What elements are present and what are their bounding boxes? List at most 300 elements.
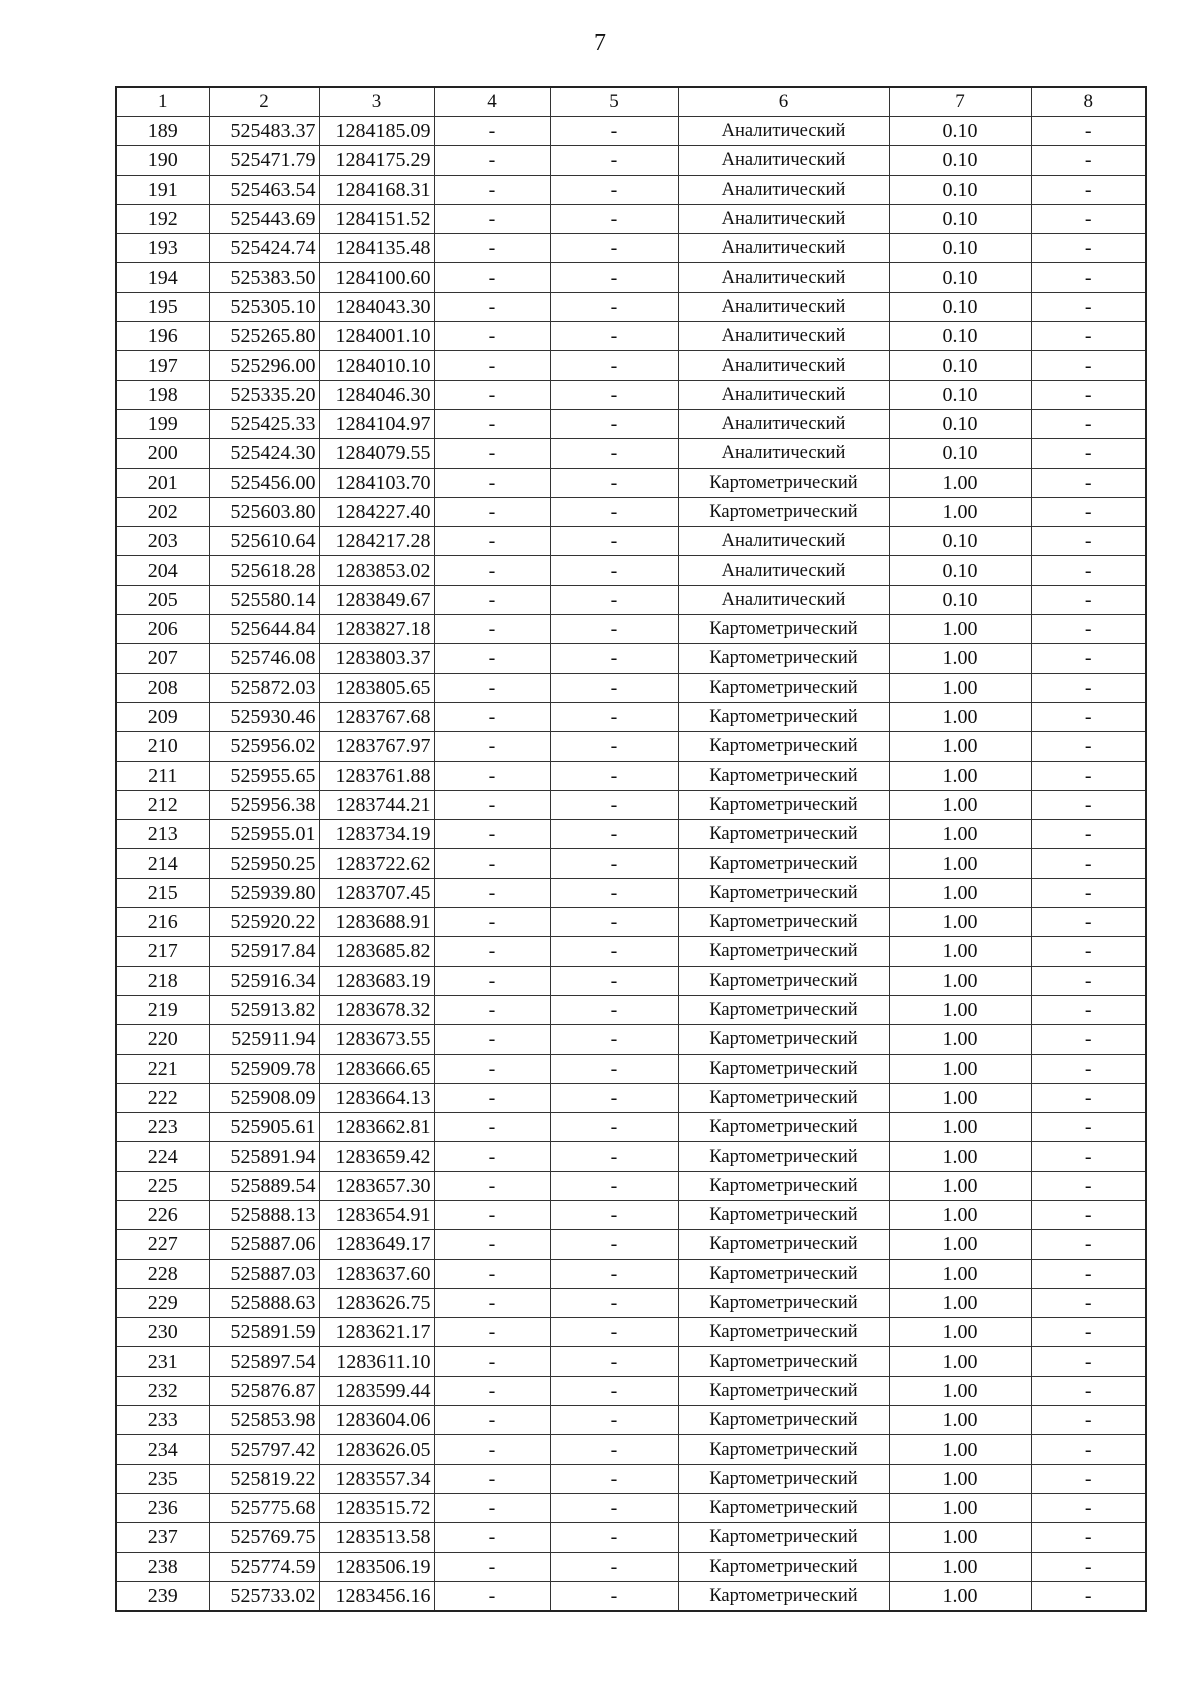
- col5-cell: -: [550, 351, 678, 380]
- method-cell: Картометрический: [678, 732, 889, 761]
- table-row: [116, 409, 1146, 438]
- col4-cell: -: [434, 878, 550, 907]
- x-coordinate-cell: 525917.84: [209, 937, 319, 966]
- table-row: [116, 1083, 1146, 1112]
- col8-cell: -: [1031, 1083, 1146, 1112]
- y-coordinate-cell: 1283688.91: [319, 908, 434, 937]
- col8-cell: -: [1031, 702, 1146, 731]
- point-number-cell: 227: [116, 1230, 209, 1259]
- accuracy-cell: 0.10: [889, 322, 1031, 351]
- col5-cell: -: [550, 1376, 678, 1405]
- point-number-cell: 199: [116, 409, 209, 438]
- col5-cell: -: [550, 1113, 678, 1142]
- accuracy-cell: 1.00: [889, 1376, 1031, 1405]
- accuracy-cell: 1.00: [889, 937, 1031, 966]
- accuracy-cell: 1.00: [889, 1025, 1031, 1054]
- col5-cell: -: [550, 409, 678, 438]
- table-row: [116, 527, 1146, 556]
- col5-cell: -: [550, 527, 678, 556]
- accuracy-cell: 1.00: [889, 1493, 1031, 1522]
- col4-cell: -: [434, 1347, 550, 1376]
- col5-cell: -: [550, 497, 678, 526]
- y-coordinate-cell: 1284103.70: [319, 468, 434, 497]
- col4-cell: -: [434, 1581, 550, 1611]
- y-coordinate-cell: 1283666.65: [319, 1054, 434, 1083]
- col8-cell: -: [1031, 1318, 1146, 1347]
- col5-cell: -: [550, 937, 678, 966]
- point-number-cell: 218: [116, 966, 209, 995]
- method-cell: Картометрический: [678, 1259, 889, 1288]
- col4-cell: -: [434, 1288, 550, 1317]
- y-coordinate-cell: 1283599.44: [319, 1376, 434, 1405]
- point-number-cell: 236: [116, 1493, 209, 1522]
- x-coordinate-cell: 525603.80: [209, 497, 319, 526]
- method-cell: Аналитический: [678, 351, 889, 380]
- point-number-cell: 192: [116, 204, 209, 233]
- col4-cell: -: [434, 556, 550, 585]
- col8-cell: -: [1031, 761, 1146, 790]
- y-coordinate-cell: 1284135.48: [319, 234, 434, 263]
- y-coordinate-cell: 1284104.97: [319, 409, 434, 438]
- col8-cell: -: [1031, 937, 1146, 966]
- table-row: [116, 878, 1146, 907]
- method-cell: Картометрический: [678, 468, 889, 497]
- col4-cell: -: [434, 1142, 550, 1171]
- col4-cell: -: [434, 702, 550, 731]
- table-header-row: [116, 87, 1146, 117]
- col8-cell: -: [1031, 1493, 1146, 1522]
- table-row: [116, 995, 1146, 1024]
- x-coordinate-cell: 525891.59: [209, 1318, 319, 1347]
- table-row: [116, 615, 1146, 644]
- col5-cell: -: [550, 263, 678, 292]
- table-row: [116, 849, 1146, 878]
- table-row: [116, 234, 1146, 263]
- x-coordinate-cell: 525920.22: [209, 908, 319, 937]
- method-cell: Картометрический: [678, 1083, 889, 1112]
- point-number-cell: 212: [116, 790, 209, 819]
- y-coordinate-cell: 1283767.97: [319, 732, 434, 761]
- method-cell: Картометрический: [678, 615, 889, 644]
- y-coordinate-cell: 1283659.42: [319, 1142, 434, 1171]
- col8-cell: -: [1031, 615, 1146, 644]
- method-cell: Аналитический: [678, 234, 889, 263]
- column-header: 8: [1031, 87, 1146, 117]
- y-coordinate-cell: 1283722.62: [319, 849, 434, 878]
- x-coordinate-cell: 525916.34: [209, 966, 319, 995]
- col5-cell: -: [550, 1318, 678, 1347]
- point-number-cell: 200: [116, 439, 209, 468]
- col5-cell: -: [550, 146, 678, 175]
- x-coordinate-cell: 525265.80: [209, 322, 319, 351]
- x-coordinate-cell: 525908.09: [209, 1083, 319, 1112]
- point-number-cell: 206: [116, 615, 209, 644]
- col8-cell: -: [1031, 790, 1146, 819]
- accuracy-cell: 1.00: [889, 966, 1031, 995]
- point-number-cell: 202: [116, 497, 209, 526]
- col4-cell: -: [434, 790, 550, 819]
- col5-cell: -: [550, 615, 678, 644]
- col5-cell: -: [550, 1025, 678, 1054]
- accuracy-cell: 1.00: [889, 1083, 1031, 1112]
- col4-cell: -: [434, 1318, 550, 1347]
- col5-cell: -: [550, 175, 678, 204]
- col4-cell: -: [434, 1054, 550, 1083]
- col4-cell: -: [434, 1200, 550, 1229]
- table-row: [116, 1025, 1146, 1054]
- col4-cell: -: [434, 497, 550, 526]
- col8-cell: -: [1031, 409, 1146, 438]
- col8-cell: -: [1031, 849, 1146, 878]
- table-row: [116, 468, 1146, 497]
- method-cell: Аналитический: [678, 439, 889, 468]
- col4-cell: -: [434, 351, 550, 380]
- table-row: [116, 585, 1146, 614]
- col5-cell: -: [550, 790, 678, 819]
- col4-cell: -: [434, 263, 550, 292]
- accuracy-cell: 1.00: [889, 1259, 1031, 1288]
- col8-cell: -: [1031, 527, 1146, 556]
- method-cell: Аналитический: [678, 175, 889, 204]
- col8-cell: -: [1031, 1464, 1146, 1493]
- col8-cell: -: [1031, 1142, 1146, 1171]
- method-cell: Аналитический: [678, 146, 889, 175]
- x-coordinate-cell: 525888.13: [209, 1200, 319, 1229]
- y-coordinate-cell: 1283506.19: [319, 1552, 434, 1581]
- x-coordinate-cell: 525887.06: [209, 1230, 319, 1259]
- method-cell: Картометрический: [678, 1581, 889, 1611]
- y-coordinate-cell: 1284010.10: [319, 351, 434, 380]
- method-cell: Картометрический: [678, 1113, 889, 1142]
- col4-cell: -: [434, 1171, 550, 1200]
- x-coordinate-cell: 525456.00: [209, 468, 319, 497]
- point-number-cell: 224: [116, 1142, 209, 1171]
- y-coordinate-cell: 1283626.75: [319, 1288, 434, 1317]
- point-number-cell: 204: [116, 556, 209, 585]
- point-number-cell: 237: [116, 1523, 209, 1552]
- col4-cell: -: [434, 585, 550, 614]
- method-cell: Аналитический: [678, 204, 889, 233]
- accuracy-cell: 1.00: [889, 615, 1031, 644]
- y-coordinate-cell: 1283662.81: [319, 1113, 434, 1142]
- accuracy-cell: 0.10: [889, 263, 1031, 292]
- x-coordinate-cell: 525853.98: [209, 1406, 319, 1435]
- col8-cell: -: [1031, 292, 1146, 321]
- x-coordinate-cell: 525644.84: [209, 615, 319, 644]
- point-number-cell: 190: [116, 146, 209, 175]
- y-coordinate-cell: 1283761.88: [319, 761, 434, 790]
- col8-cell: -: [1031, 556, 1146, 585]
- accuracy-cell: 1.00: [889, 1054, 1031, 1083]
- x-coordinate-cell: 525819.22: [209, 1464, 319, 1493]
- col8-cell: -: [1031, 732, 1146, 761]
- accuracy-cell: 0.10: [889, 380, 1031, 409]
- column-header: 5: [550, 87, 678, 117]
- y-coordinate-cell: 1283611.10: [319, 1347, 434, 1376]
- point-number-cell: 221: [116, 1054, 209, 1083]
- x-coordinate-cell: 525769.75: [209, 1523, 319, 1552]
- x-coordinate-cell: 525774.59: [209, 1552, 319, 1581]
- table-row: [116, 263, 1146, 292]
- y-coordinate-cell: 1284185.09: [319, 117, 434, 146]
- table-row: [116, 1552, 1146, 1581]
- method-cell: Аналитический: [678, 292, 889, 321]
- point-number-cell: 198: [116, 380, 209, 409]
- column-header: 2: [209, 87, 319, 117]
- method-cell: Картометрический: [678, 1025, 889, 1054]
- col8-cell: -: [1031, 1552, 1146, 1581]
- table-row: [116, 673, 1146, 702]
- col5-cell: -: [550, 1493, 678, 1522]
- method-cell: Картометрический: [678, 1523, 889, 1552]
- table-row: [116, 146, 1146, 175]
- table-row: [116, 380, 1146, 409]
- y-coordinate-cell: 1283515.72: [319, 1493, 434, 1522]
- table-row: [116, 732, 1146, 761]
- point-number-cell: 235: [116, 1464, 209, 1493]
- col8-cell: -: [1031, 204, 1146, 233]
- y-coordinate-cell: 1283803.37: [319, 644, 434, 673]
- y-coordinate-cell: 1283849.67: [319, 585, 434, 614]
- accuracy-cell: 1.00: [889, 1113, 1031, 1142]
- table-row: [116, 175, 1146, 204]
- point-number-cell: 223: [116, 1113, 209, 1142]
- method-cell: Картометрический: [678, 702, 889, 731]
- point-number-cell: 225: [116, 1171, 209, 1200]
- col5-cell: -: [550, 292, 678, 321]
- column-header: 4: [434, 87, 550, 117]
- point-number-cell: 196: [116, 322, 209, 351]
- accuracy-cell: 1.00: [889, 644, 1031, 673]
- x-coordinate-cell: 525889.54: [209, 1171, 319, 1200]
- accuracy-cell: 1.00: [889, 820, 1031, 849]
- table-row: [116, 1493, 1146, 1522]
- point-number-cell: 219: [116, 995, 209, 1024]
- col5-cell: -: [550, 1259, 678, 1288]
- accuracy-cell: 1.00: [889, 849, 1031, 878]
- method-cell: Аналитический: [678, 585, 889, 614]
- point-number-cell: 222: [116, 1083, 209, 1112]
- col8-cell: -: [1031, 117, 1146, 146]
- point-number-cell: 197: [116, 351, 209, 380]
- accuracy-cell: 1.00: [889, 1523, 1031, 1552]
- x-coordinate-cell: 525424.74: [209, 234, 319, 263]
- col4-cell: -: [434, 820, 550, 849]
- col4-cell: -: [434, 1523, 550, 1552]
- col8-cell: -: [1031, 820, 1146, 849]
- col8-cell: -: [1031, 1523, 1146, 1552]
- accuracy-cell: 1.00: [889, 790, 1031, 819]
- table-row: [116, 1523, 1146, 1552]
- method-cell: Аналитический: [678, 409, 889, 438]
- accuracy-cell: 0.10: [889, 234, 1031, 263]
- y-coordinate-cell: 1283673.55: [319, 1025, 434, 1054]
- method-cell: Картометрический: [678, 761, 889, 790]
- method-cell: Картометрический: [678, 820, 889, 849]
- x-coordinate-cell: 525610.64: [209, 527, 319, 556]
- x-coordinate-cell: 525797.42: [209, 1435, 319, 1464]
- col4-cell: -: [434, 380, 550, 409]
- y-coordinate-cell: 1284046.30: [319, 380, 434, 409]
- x-coordinate-cell: 525335.20: [209, 380, 319, 409]
- table-row: [116, 1347, 1146, 1376]
- y-coordinate-cell: 1284043.30: [319, 292, 434, 321]
- point-number-cell: 205: [116, 585, 209, 614]
- x-coordinate-cell: 525913.82: [209, 995, 319, 1024]
- col4-cell: -: [434, 1025, 550, 1054]
- y-coordinate-cell: 1283513.58: [319, 1523, 434, 1552]
- col4-cell: -: [434, 732, 550, 761]
- table-row: [116, 117, 1146, 146]
- x-coordinate-cell: 525443.69: [209, 204, 319, 233]
- method-cell: Картометрический: [678, 908, 889, 937]
- y-coordinate-cell: 1283557.34: [319, 1464, 434, 1493]
- col5-cell: -: [550, 1054, 678, 1083]
- table-row: [116, 439, 1146, 468]
- point-number-cell: 228: [116, 1259, 209, 1288]
- table-row: [116, 1318, 1146, 1347]
- col8-cell: -: [1031, 146, 1146, 175]
- point-number-cell: 215: [116, 878, 209, 907]
- accuracy-cell: 0.10: [889, 409, 1031, 438]
- col8-cell: -: [1031, 1230, 1146, 1259]
- col5-cell: -: [550, 966, 678, 995]
- point-number-cell: 238: [116, 1552, 209, 1581]
- col5-cell: -: [550, 1464, 678, 1493]
- accuracy-cell: 1.00: [889, 673, 1031, 702]
- x-coordinate-cell: 525905.61: [209, 1113, 319, 1142]
- table-row: [116, 644, 1146, 673]
- point-number-cell: 195: [116, 292, 209, 321]
- x-coordinate-cell: 525746.08: [209, 644, 319, 673]
- point-number-cell: 234: [116, 1435, 209, 1464]
- accuracy-cell: 1.00: [889, 468, 1031, 497]
- y-coordinate-cell: 1283767.68: [319, 702, 434, 731]
- col5-cell: -: [550, 820, 678, 849]
- accuracy-cell: 1.00: [889, 702, 1031, 731]
- accuracy-cell: 1.00: [889, 761, 1031, 790]
- point-number-cell: 208: [116, 673, 209, 702]
- col4-cell: -: [434, 1083, 550, 1112]
- col4-cell: -: [434, 937, 550, 966]
- col5-cell: -: [550, 204, 678, 233]
- accuracy-cell: 1.00: [889, 1435, 1031, 1464]
- method-cell: Картометрический: [678, 1200, 889, 1229]
- col4-cell: -: [434, 468, 550, 497]
- table-row: [116, 556, 1146, 585]
- col4-cell: -: [434, 527, 550, 556]
- y-coordinate-cell: 1284227.40: [319, 497, 434, 526]
- col8-cell: -: [1031, 878, 1146, 907]
- method-cell: Картометрический: [678, 1464, 889, 1493]
- y-coordinate-cell: 1283654.91: [319, 1200, 434, 1229]
- table-row: [116, 966, 1146, 995]
- y-coordinate-cell: 1283678.32: [319, 995, 434, 1024]
- x-coordinate-cell: 525909.78: [209, 1054, 319, 1083]
- accuracy-cell: 1.00: [889, 1347, 1031, 1376]
- point-number-cell: 193: [116, 234, 209, 263]
- accuracy-cell: 1.00: [889, 1230, 1031, 1259]
- col5-cell: -: [550, 1288, 678, 1317]
- column-header: 1: [116, 87, 209, 117]
- col5-cell: -: [550, 1523, 678, 1552]
- col8-cell: -: [1031, 1113, 1146, 1142]
- y-coordinate-cell: 1284100.60: [319, 263, 434, 292]
- col5-cell: -: [550, 1552, 678, 1581]
- col5-cell: -: [550, 1142, 678, 1171]
- x-coordinate-cell: 525425.33: [209, 409, 319, 438]
- x-coordinate-cell: 525483.37: [209, 117, 319, 146]
- col4-cell: -: [434, 966, 550, 995]
- x-coordinate-cell: 525463.54: [209, 175, 319, 204]
- accuracy-cell: 0.10: [889, 292, 1031, 321]
- method-cell: Аналитический: [678, 263, 889, 292]
- point-number-cell: 189: [116, 117, 209, 146]
- table-row: [116, 1113, 1146, 1142]
- col5-cell: -: [550, 732, 678, 761]
- col4-cell: -: [434, 673, 550, 702]
- method-cell: Картометрический: [678, 1318, 889, 1347]
- col8-cell: -: [1031, 673, 1146, 702]
- method-cell: Аналитический: [678, 117, 889, 146]
- point-number-cell: 217: [116, 937, 209, 966]
- accuracy-cell: 0.10: [889, 439, 1031, 468]
- table-row: [116, 1435, 1146, 1464]
- table-row: [116, 322, 1146, 351]
- col8-cell: -: [1031, 1347, 1146, 1376]
- col8-cell: -: [1031, 1406, 1146, 1435]
- col5-cell: -: [550, 1347, 678, 1376]
- point-number-cell: 210: [116, 732, 209, 761]
- table-row: [116, 1054, 1146, 1083]
- col8-cell: -: [1031, 908, 1146, 937]
- y-coordinate-cell: 1283649.17: [319, 1230, 434, 1259]
- accuracy-cell: 1.00: [889, 1318, 1031, 1347]
- col5-cell: -: [550, 1171, 678, 1200]
- table-row: [116, 1406, 1146, 1435]
- col4-cell: -: [434, 1493, 550, 1522]
- col5-cell: -: [550, 234, 678, 263]
- accuracy-cell: 1.00: [889, 1406, 1031, 1435]
- x-coordinate-cell: 525618.28: [209, 556, 319, 585]
- point-number-cell: 194: [116, 263, 209, 292]
- accuracy-cell: 1.00: [889, 732, 1031, 761]
- coordinates-table: [115, 86, 1147, 1612]
- y-coordinate-cell: 1284168.31: [319, 175, 434, 204]
- col4-cell: -: [434, 644, 550, 673]
- y-coordinate-cell: 1284217.28: [319, 527, 434, 556]
- method-cell: Аналитический: [678, 556, 889, 585]
- method-cell: Картометрический: [678, 1435, 889, 1464]
- table-body: [116, 117, 1146, 1612]
- x-coordinate-cell: 525733.02: [209, 1581, 319, 1611]
- col8-cell: -: [1031, 175, 1146, 204]
- point-number-cell: 209: [116, 702, 209, 731]
- point-number-cell: 226: [116, 1200, 209, 1229]
- method-cell: Картометрический: [678, 849, 889, 878]
- col8-cell: -: [1031, 351, 1146, 380]
- col4-cell: -: [434, 1552, 550, 1581]
- col5-cell: -: [550, 878, 678, 907]
- accuracy-cell: 1.00: [889, 1552, 1031, 1581]
- point-number-cell: 211: [116, 761, 209, 790]
- method-cell: Картометрический: [678, 1230, 889, 1259]
- table-row: [116, 908, 1146, 937]
- col8-cell: -: [1031, 439, 1146, 468]
- col4-cell: -: [434, 761, 550, 790]
- y-coordinate-cell: 1284175.29: [319, 146, 434, 175]
- table-row: [116, 1581, 1146, 1611]
